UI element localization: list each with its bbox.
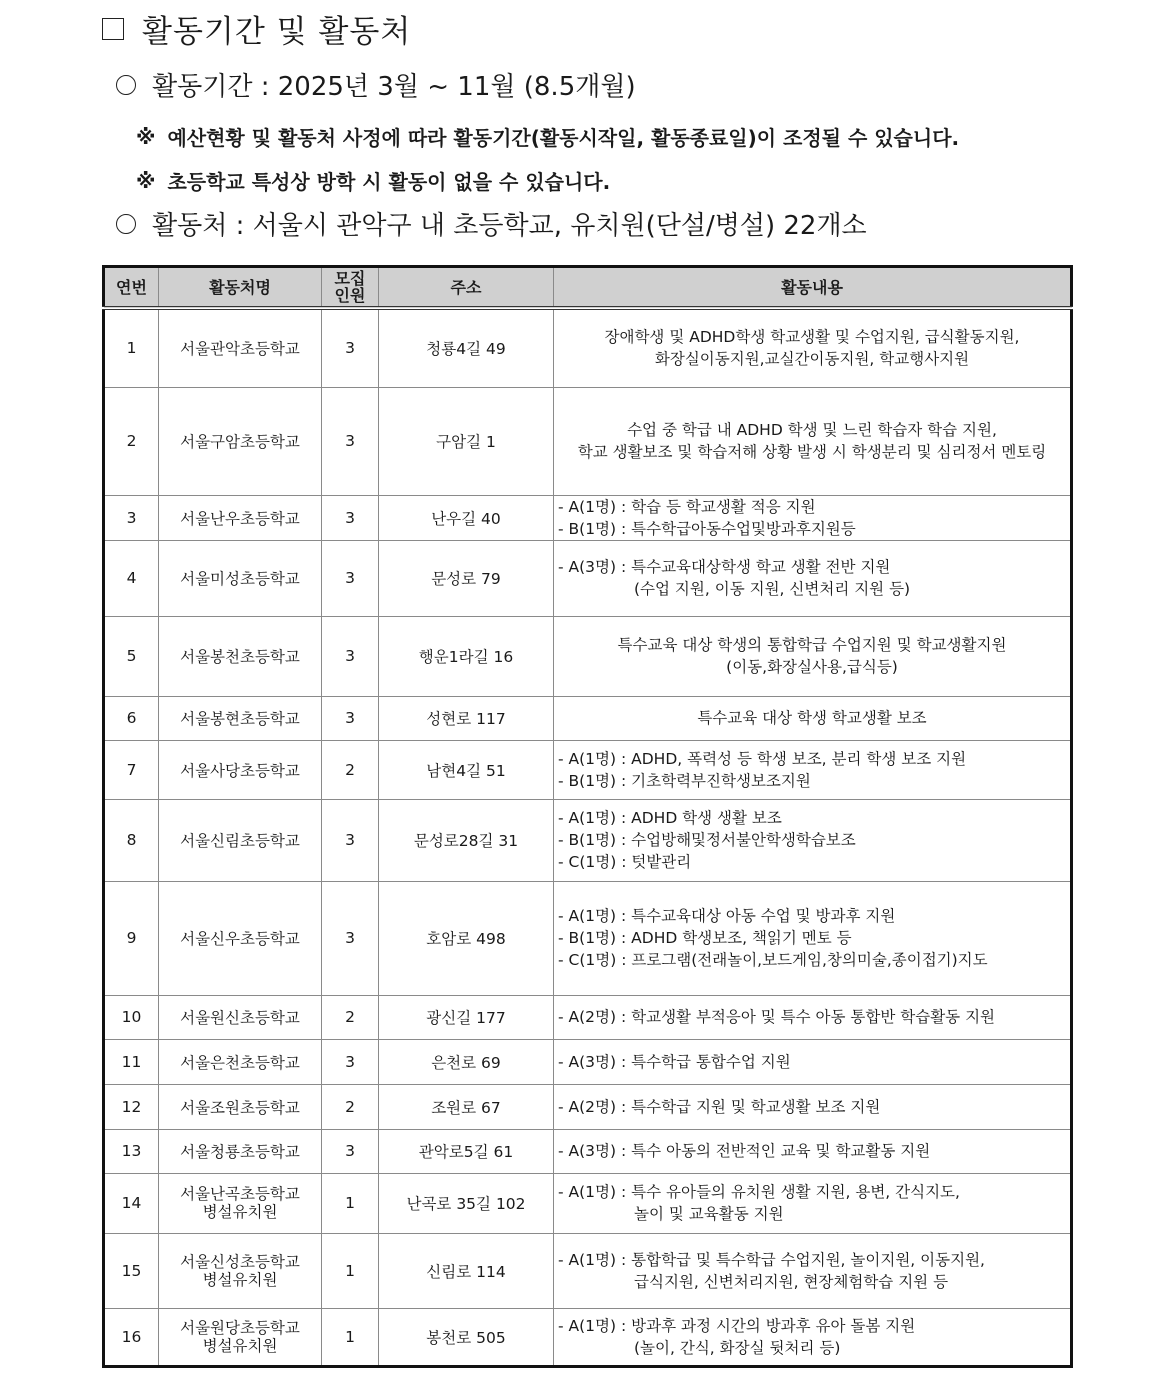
content-line: 특수교육 대상 학생 학교생활 보조 — [697, 709, 927, 727]
content-line: - A(1명) : ADHD 학생 생활 보조 — [558, 809, 782, 827]
content-line: - A(1명) : 특수 유아들의 유치원 생활 지원, 용변, 간식지도, — [558, 1183, 960, 1201]
table-header-row — [104, 267, 1072, 309]
header-address: 주소 — [379, 267, 554, 309]
activity-period — [116, 66, 636, 103]
activity-content — [554, 740, 1072, 799]
table-row — [104, 881, 1072, 995]
site-address: 청룡4길 49 — [379, 308, 554, 387]
content-line: 학교 생활보조 및 학습저해 상황 발생 시 학생분리 및 심리정서 멘토링 — [577, 443, 1047, 461]
site-address: 은천로 69 — [379, 1039, 554, 1084]
content-line: - A(1명) : 방과후 과정 시간의 방과후 유아 돌봄 지원 — [558, 1316, 916, 1335]
row-no: 15 — [104, 1233, 159, 1308]
recruit-count: 3 — [322, 696, 379, 740]
recruit-count: 3 — [322, 540, 379, 616]
content-line: - A(1명) : 학습 등 학교생활 적응 지원 — [558, 497, 816, 516]
site-name: 서울관악초등학교 — [180, 340, 300, 359]
content-line: 특수교육 대상 학생의 통합학급 수업지원 및 학교생활지원 — [617, 636, 1007, 654]
row-no: 13 — [104, 1129, 159, 1173]
content-line: - C(1명) : 프로그램(전래놀이,보드게임,창의미술,종이접기)지도 — [558, 951, 988, 969]
content-line: - A(1명) : 특수교육대상 아동 수업 및 방과후 지원 — [558, 907, 896, 925]
site-name-cell — [159, 1308, 322, 1366]
row-no: 10 — [104, 995, 159, 1039]
site-address: 성현로 117 — [379, 696, 554, 740]
content-line: 장애학생 및 ADHD학생 학교생활 및 수업지원, 급식활동지원, — [604, 328, 1020, 347]
activity-content — [554, 881, 1072, 995]
site-name: 서울은천초등학교 — [180, 1053, 300, 1072]
site-name: 서울구암초등학교 — [180, 433, 300, 451]
table-row — [104, 495, 1072, 540]
recruit-count: 3 — [322, 1039, 379, 1084]
activity-content — [554, 308, 1072, 387]
site-address: 봉천로 505 — [379, 1308, 554, 1366]
recruit-count: 2 — [322, 740, 379, 799]
site-address: 구암길 1 — [379, 387, 554, 495]
row-no: 1 — [104, 308, 159, 387]
content-line: - B(1명) : 기초학력부진학생보조지원 — [558, 771, 811, 790]
row-no: 11 — [104, 1039, 159, 1084]
content-line: - B(1명) : 특수학급아동수업및방과후지원등 — [558, 519, 856, 538]
activity-content — [554, 1233, 1072, 1308]
table-row — [104, 387, 1072, 495]
site-address: 호암로 498 — [379, 881, 554, 995]
site-name-cell — [159, 1173, 322, 1233]
site-name-cell — [159, 1084, 322, 1129]
row-no: 2 — [104, 387, 159, 495]
recruit-count: 3 — [322, 495, 379, 540]
table-row — [104, 1039, 1072, 1084]
activity-content — [554, 495, 1072, 540]
table-row — [104, 616, 1072, 696]
site-name-cell — [159, 308, 322, 387]
site-address: 난우길 40 — [379, 495, 554, 540]
recruit-count: 3 — [322, 616, 379, 696]
note-2 — [136, 166, 610, 195]
site-name: 서울신림초등학교 — [180, 832, 300, 850]
site-name: 서울봉현초등학교 — [180, 710, 300, 728]
recruit-count: 3 — [322, 881, 379, 995]
activity-content — [554, 799, 1072, 881]
site-name-cell — [159, 740, 322, 799]
site-name: 서울신성초등학교 — [180, 1252, 300, 1271]
header-name: 활동처명 — [159, 267, 322, 309]
site-name-cell — [159, 387, 322, 495]
activity-content — [554, 1129, 1072, 1173]
content-line: - C(1명) : 텃밭관리 — [558, 853, 692, 871]
site-address: 문성로 79 — [379, 540, 554, 616]
recruit-count: 1 — [322, 1233, 379, 1308]
activity-content — [554, 616, 1072, 696]
row-no: 4 — [104, 540, 159, 616]
sites-table — [102, 265, 1073, 1368]
activity-content — [554, 995, 1072, 1039]
table-row — [104, 740, 1072, 799]
site-name-cell — [159, 495, 322, 540]
site-name: 서울미성초등학교 — [180, 570, 300, 588]
site-name-suffix: 병설유치원 — [202, 1203, 278, 1221]
content-line: - A(1명) : 통합학급 및 특수학급 수업지원, 놀이지원, 이동지원, — [558, 1250, 985, 1269]
table-row — [104, 799, 1072, 881]
activity-content — [554, 540, 1072, 616]
site-name-cell — [159, 1129, 322, 1173]
site-name: 서울난곡초등학교 — [180, 1185, 300, 1203]
site-name: 서울원신초등학교 — [180, 1009, 300, 1027]
content-line: - A(3명) : 특수 아동의 전반적인 교육 및 학교활동 지원 — [558, 1142, 931, 1160]
table-row — [104, 1173, 1072, 1233]
circle-bullet-icon — [116, 75, 136, 95]
circle-bullet-icon — [116, 214, 136, 234]
site-name: 서울사당초등학교 — [180, 761, 300, 780]
site-name-suffix: 병설유치원 — [202, 1336, 278, 1355]
content-line: (놀이, 간식, 화장실 뒷처리 등) — [634, 1338, 841, 1357]
recruit-count: 2 — [322, 995, 379, 1039]
site-name: 서울원당초등학교 — [180, 1318, 300, 1337]
section-title-text: 활동기간 및 활동처 — [142, 14, 412, 50]
reference-mark-icon: ※ — [136, 124, 156, 149]
row-no: 16 — [104, 1308, 159, 1366]
row-no: 14 — [104, 1173, 159, 1233]
header-no: 연번 — [104, 267, 159, 309]
site-name-suffix: 병설유치원 — [202, 1270, 278, 1289]
row-no: 12 — [104, 1084, 159, 1129]
site-address: 조원로 67 — [379, 1084, 554, 1129]
content-line: - B(1명) : ADHD 학생보조, 책읽기 멘토 등 — [558, 929, 852, 947]
table-row — [104, 1233, 1072, 1308]
site-name: 서울조원초등학교 — [180, 1098, 300, 1117]
activity-sites-text: 활동처 : 서울시 관악구 내 초등학교, 유치원(단설/병설) 22개소 — [152, 211, 867, 241]
recruit-count: 2 — [322, 1084, 379, 1129]
site-name-cell — [159, 881, 322, 995]
recruit-count: 3 — [322, 387, 379, 495]
table-row — [104, 540, 1072, 616]
header-recruit — [322, 267, 379, 309]
content-line: - A(1명) : ADHD, 폭력성 등 학생 보조, 분리 학생 보조 지원 — [558, 749, 967, 768]
site-name-cell — [159, 540, 322, 616]
content-line: (수업 지원, 이동 지원, 신변처리 지원 등) — [634, 580, 911, 598]
activity-content — [554, 1084, 1072, 1129]
activity-content — [554, 1308, 1072, 1366]
recruit-count: 3 — [322, 1129, 379, 1173]
content-line: 급식지원, 신변처리지원, 현장체험학습 지원 등 — [634, 1272, 949, 1291]
table-row — [104, 1129, 1072, 1173]
content-line: (이동,화장실사용,급식등) — [726, 658, 898, 676]
content-line: - B(1명) : 수업방해및정서불안학생학습보조 — [558, 831, 856, 849]
reference-mark-icon: ※ — [136, 168, 156, 193]
row-no: 6 — [104, 696, 159, 740]
content-line: 놀이 및 교육활동 지원 — [634, 1205, 784, 1223]
site-name-cell — [159, 799, 322, 881]
recruit-count: 1 — [322, 1173, 379, 1233]
section-title — [102, 6, 411, 51]
site-address: 남현4길 51 — [379, 740, 554, 799]
square-bullet-icon — [102, 18, 124, 40]
site-name: 서울봉천초등학교 — [180, 648, 300, 666]
site-address: 광신길 177 — [379, 995, 554, 1039]
site-name: 서울난우초등학교 — [180, 509, 300, 528]
row-no: 7 — [104, 740, 159, 799]
table-row — [104, 1084, 1072, 1129]
row-no: 5 — [104, 616, 159, 696]
content-line: - A(3명) : 특수교육대상학생 학교 생활 전반 지원 — [558, 558, 891, 576]
note-1 — [136, 122, 959, 151]
table-body — [104, 308, 1072, 1366]
activity-period-text: 활동기간 : 2025년 3월 ~ 11월 (8.5개월) — [152, 72, 636, 102]
site-address: 문성로28길 31 — [379, 799, 554, 881]
site-name-cell — [159, 995, 322, 1039]
site-address: 행운1라길 16 — [379, 616, 554, 696]
content-line: 화장실이동지원,교실간이동지원, 학교행사지원 — [654, 350, 970, 369]
row-no: 9 — [104, 881, 159, 995]
row-no: 8 — [104, 799, 159, 881]
site-name-cell — [159, 1039, 322, 1084]
header-recruit-line1: 모집 — [334, 269, 366, 288]
table-row — [104, 696, 1072, 740]
table-row — [104, 308, 1072, 387]
site-address: 난곡로 35길 102 — [379, 1173, 554, 1233]
activity-content — [554, 1173, 1072, 1233]
header-recruit-line2: 인원 — [334, 286, 366, 305]
site-address: 신림로 114 — [379, 1233, 554, 1308]
recruit-count: 1 — [322, 1308, 379, 1366]
site-name: 서울신우초등학교 — [180, 930, 300, 948]
header-content: 활동내용 — [554, 267, 1072, 309]
recruit-count: 3 — [322, 308, 379, 387]
content-line: - A(2명) : 특수학급 지원 및 학교생활 보조 지원 — [558, 1097, 881, 1116]
site-name-cell — [159, 616, 322, 696]
activity-content — [554, 696, 1072, 740]
note-2-text: 초등학교 특성상 방학 시 활동이 없을 수 있습니다. — [167, 170, 611, 194]
site-name-cell — [159, 1233, 322, 1308]
note-1-text: 예산현황 및 활동처 사정에 따라 활동기간(활동시작일, 활동종료일)이 조정될 수 있습니다. — [167, 126, 960, 150]
table-row — [104, 995, 1072, 1039]
activity-content — [554, 387, 1072, 495]
site-name: 서울청룡초등학교 — [180, 1143, 300, 1161]
content-line: - A(3명) : 특수학급 통합수업 지원 — [558, 1052, 791, 1071]
site-name-cell — [159, 696, 322, 740]
site-address: 관악로5길 61 — [379, 1129, 554, 1173]
activity-content — [554, 1039, 1072, 1084]
content-line: - A(2명) : 학교생활 부적응아 및 특수 아동 통합반 학습활동 지원 — [558, 1008, 996, 1026]
activity-sites — [116, 205, 867, 242]
content-line: 수업 중 학급 내 ADHD 학생 및 느린 학습자 학습 지원, — [627, 421, 997, 439]
row-no: 3 — [104, 495, 159, 540]
recruit-count: 3 — [322, 799, 379, 881]
table-row — [104, 1308, 1072, 1366]
